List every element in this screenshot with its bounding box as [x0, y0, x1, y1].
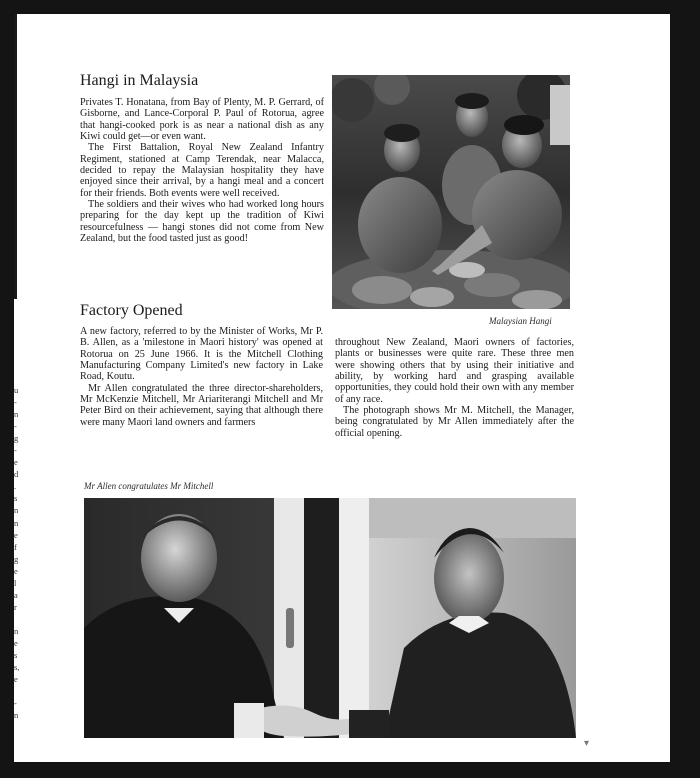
margin-fragment: e	[14, 565, 18, 576]
margin-fragment: s	[14, 650, 18, 661]
article-body-factory-right	[335, 337, 574, 439]
hangi-photo-illustration	[332, 75, 570, 309]
margin-fragment: l	[14, 577, 17, 588]
article-title-hangi: Hangi in Malaysia	[80, 72, 199, 89]
paragraph: The First Battalion, Royal New Zealand Infantry Regiment, stationed at Camp Terendak, near Malacca, decided to repay the Malaysian hospitality they have enjoyed since their arrival, by a hangi meal and a concert for their friends. Both events were well received.	[80, 142, 324, 199]
facing-page-text-fragments	[14, 384, 24, 721]
article-title-factory: Factory Opened	[80, 302, 183, 319]
margin-fragment: n	[14, 409, 19, 420]
margin-fragment: n	[14, 517, 19, 528]
margin-fragment: u	[14, 385, 19, 395]
paragraph: Privates T. Honatana, from Bay of Plenty, M. P. Gerrard, of Gisborne, and Lance-Corporal P. Paul of Rotorua, agree that hangi-cooked pork is as near a national dish as any Kiwi could get—or even want.	[80, 97, 324, 143]
photo-malaysian-hangi	[332, 75, 570, 309]
photo-caption-hangi: Malaysian Hangi	[489, 316, 552, 326]
margin-fragment: n	[14, 710, 19, 721]
margin-fragment: e	[14, 529, 18, 540]
article-body-hangi	[80, 97, 324, 244]
margin-fragment: e	[14, 457, 18, 468]
paragraph: The soldiers and their wives who had worked long hours preparing for the day kept up the tradition of Kiwi resourcefulness — hangi stones did not come from New Zealand, but the food tasted just as good!	[80, 199, 324, 245]
magazine-page	[14, 14, 670, 762]
page-edge-shadow	[14, 14, 17, 299]
scan-mark: ▾	[584, 738, 590, 749]
paragraph: throughout New Zealand, Maori owners of factories, plants or businesses were quite rare. These three men were showing others that by using their initiative and ability, by working hard and grasping available opportunities, they could hold their own with any member of any race.	[335, 337, 574, 405]
margin-fragment: -	[14, 397, 17, 408]
margin-fragment: -	[14, 698, 17, 709]
margin-fragment: g	[14, 433, 19, 444]
photo-caption-factory: Mr Allen congratulates Mr Mitchell	[84, 481, 214, 491]
margin-fragment: .	[14, 481, 17, 492]
paragraph: A new factory, referred to by the Minister of Works, Mr P. B. Allen, as a 'milestone in Maori history' was opened at Rotorua on 25 June 1966. It is the Mitchell Clothing Manufacturing Company Limited's new factory in Lake Road, Koutu.	[80, 326, 323, 383]
margin-fragment: s	[14, 493, 18, 504]
margin-fragment: g	[14, 553, 19, 564]
margin-fragment: n	[14, 505, 19, 516]
margin-fragment	[14, 613, 24, 625]
photo-allen-congratulates-mitchell	[84, 498, 576, 738]
margin-fragment: -	[14, 445, 17, 456]
paragraph: The photograph shows Mr M. Mitchell, the Manager, being congratulated by Mr Allen immediately after the official opening.	[335, 405, 574, 439]
margin-fragment: a	[14, 589, 18, 600]
paragraph: Mr Allen congratulated the three director-shareholders, Mr McKenzie Mitchell, Mr Ariariterangi Mitchell and Mr Peter Bird on their achievement, saying that although there were many Maori land owners and farmers	[80, 382, 323, 428]
margin-fragment: s,	[14, 662, 20, 673]
factory-photo-illustration	[84, 498, 576, 738]
margin-fragment: f	[14, 541, 17, 552]
margin-fragment: e	[14, 637, 18, 648]
margin-fragment: d	[14, 469, 19, 480]
margin-fragment: -	[14, 421, 17, 432]
margin-fragment: r	[14, 601, 17, 612]
margin-fragment: n	[14, 625, 19, 636]
article-body-factory-left	[80, 326, 323, 428]
margin-fragment	[14, 685, 24, 697]
margin-fragment: e	[14, 674, 18, 685]
